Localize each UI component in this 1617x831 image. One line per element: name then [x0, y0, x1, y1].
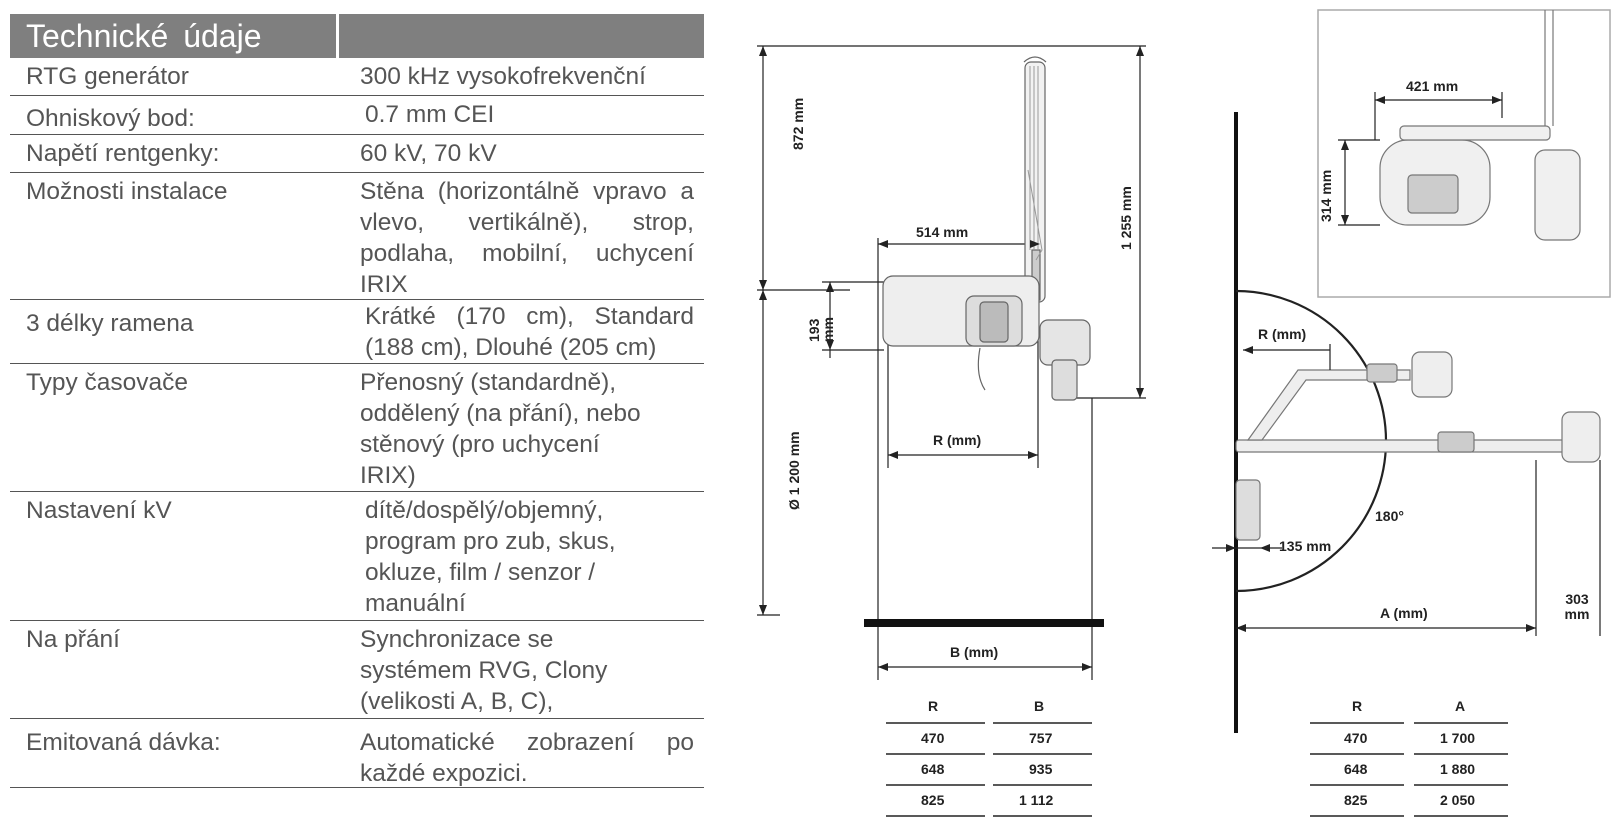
row-value: Krátké (170 cm), Standard (188 cm), Dlouhé (205 cm)	[365, 303, 694, 361]
table-cell: 648	[921, 761, 945, 777]
row-value: dítě/dospělý/objemný, program pro zub, skus, okluze, film / senzor / manuální	[365, 497, 616, 617]
table-cell: 470	[1344, 730, 1368, 746]
row-value: Přenosný (standardně), oddělený (na přání), nebo stěnový (pro uchycení IRIX)	[360, 369, 641, 489]
table-cell: 1 112	[1019, 792, 1054, 808]
dim-314-label: 314 mm	[1318, 169, 1334, 222]
dim-1255-label: 1 255 mm	[1118, 186, 1134, 250]
table-cell: 825	[1344, 792, 1368, 808]
dim-r-label: R (mm)	[933, 432, 982, 448]
row-value: 300 kHz vysokofrekvenční	[360, 63, 646, 90]
dim-135-label: 135 mm	[1279, 538, 1332, 554]
table-title: Technické údaje	[10, 14, 336, 58]
dim-a-label: A (mm)	[1380, 605, 1428, 621]
table-cell: 757	[1029, 730, 1053, 746]
row-label: Možnosti instalace	[26, 178, 228, 205]
row-label: RTG generátor	[26, 63, 189, 90]
dim-514-label: 514 mm	[916, 224, 969, 240]
table-cell: 2 050	[1440, 792, 1476, 808]
row-label: Ohniskový bod:	[26, 105, 195, 132]
row-value: 0.7 mm CEI	[365, 101, 495, 128]
dim-b-label: B (mm)	[950, 644, 999, 660]
row-value: Synchronizace se systémem RVG, Clony (velikosti A, B, C),	[360, 626, 608, 715]
table-cell: 825	[921, 792, 945, 808]
dim-303-label: 303 mm	[1564, 591, 1590, 622]
row-label: Nastavení kV	[26, 497, 172, 524]
table-cell: 470	[921, 730, 945, 746]
row-label: 3 délky ramena	[26, 310, 194, 337]
table-header-r: R	[1352, 698, 1363, 714]
row-label: Typy časovače	[26, 369, 189, 396]
angle-label: 180°	[1375, 508, 1404, 524]
table-cell: 1 700	[1440, 730, 1476, 746]
row-label: Emitovaná dávka:	[26, 729, 221, 756]
table-cell: 648	[1344, 761, 1368, 777]
table-header-a: A	[1455, 698, 1466, 714]
row-value: 60 kV, 70 kV	[360, 140, 497, 167]
dim-872-label: 872 mm	[790, 97, 806, 150]
dim-r-label-right: R (mm)	[1258, 326, 1307, 342]
row-value: Automatické zobrazení po každé expozici.	[360, 729, 694, 787]
row-label: Napětí rentgenky:	[26, 140, 220, 167]
table-header-b: B	[1034, 698, 1045, 714]
row-label: Na přání	[26, 626, 120, 653]
dim-421-label: 421 mm	[1406, 78, 1459, 94]
table-cell: 1 880	[1440, 761, 1476, 777]
dim-193-label: 193 mm	[806, 317, 836, 342]
dim-1200-label: Ø 1 200 mm	[786, 431, 802, 510]
table-header-r: R	[928, 698, 939, 714]
row-value: Stěna (horizontálně vpravo a vlevo, vertikálně), strop, podlaha, mobilní, uchycení IRIX	[360, 178, 694, 298]
table-cell: 935	[1029, 761, 1053, 777]
